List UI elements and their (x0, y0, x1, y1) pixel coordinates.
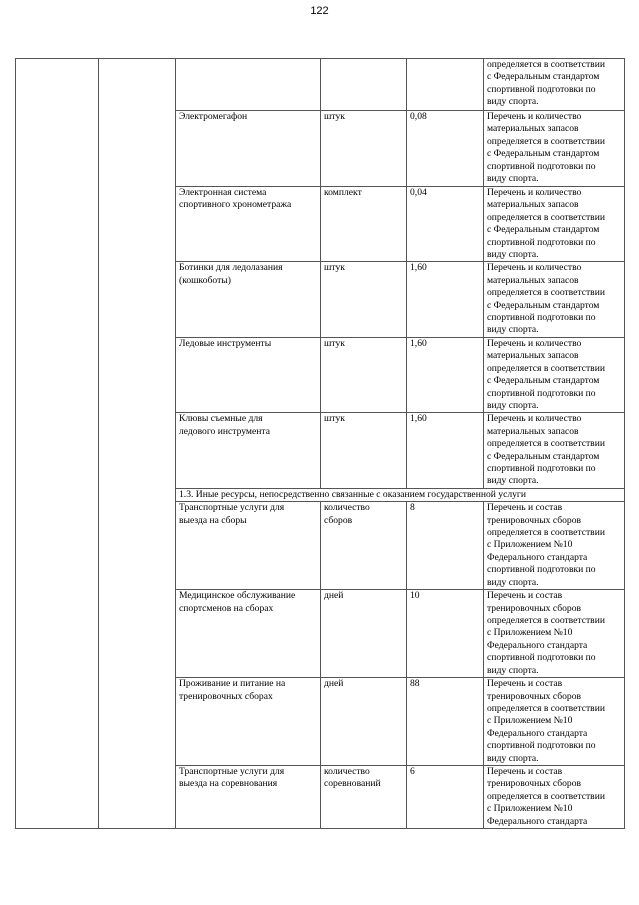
description-cell-line: тренировочных сборов (487, 778, 582, 790)
description-cell-line: спортивной подготовки по (487, 312, 596, 324)
description-cell-line: материальных запасов (487, 199, 579, 211)
unit-cell-line: количество (324, 766, 370, 777)
unit-cell (321, 766, 407, 829)
resource-name-cell (176, 59, 321, 111)
quantity-cell: 8 (407, 502, 484, 590)
resource-name-cell (176, 111, 321, 187)
description-cell-line: Перечень и количество (487, 111, 582, 122)
description-cell-line: с Приложением №10 (487, 627, 573, 639)
description-cell-line: виду спорта. (487, 96, 539, 108)
unit-cell (321, 111, 407, 187)
description-cell-line: определяется в соответствии (487, 135, 605, 147)
description-cell-line: определяется в соответствии (487, 790, 605, 802)
description-cell-line: материальных запасов (487, 274, 579, 286)
description-cell-line: с Федеральным стандартом (487, 224, 600, 236)
description-cell-line: материальных запасов (487, 350, 579, 362)
description-cell-line: спортивной подготовки по (487, 462, 596, 474)
quantity-cell (407, 59, 484, 111)
unit-cell-line: дней (324, 678, 344, 690)
unit-cell-line: комплект (324, 187, 362, 198)
resource-name-cell-line: Проживание и питание на (179, 678, 286, 690)
description-cell (484, 766, 625, 829)
description-cell (484, 502, 625, 590)
description-cell-line: с Федеральным стандартом (487, 148, 600, 160)
resource-name-cell-line: спортсменов на сборах (179, 602, 274, 614)
description-cell-line: определяется в соответствии (487, 362, 605, 374)
quantity-cell: 0,08 (407, 111, 484, 187)
description-cell-line: спортивной подготовки по (487, 740, 596, 752)
description-cell-line: виду спорта. (487, 576, 539, 588)
section-heading: 1.3. Иные ресурсы, непосредственно связанные с оказанием государственной услуги (176, 488, 625, 501)
description-cell-line: определяется в соответствии (487, 526, 605, 538)
resource-name-cell (176, 678, 321, 766)
description-cell-line: с Приложением №10 (487, 715, 573, 727)
resource-name-cell-line: выезда на соревнования (179, 778, 278, 790)
description-cell (484, 413, 625, 488)
resource-name-cell-line: Клювы съемные для (179, 413, 263, 425)
description-cell-line: виду спорта. (487, 475, 539, 487)
quantity-cell: 1,60 (407, 337, 484, 412)
unit-cell (321, 59, 407, 111)
unit-cell-line: количество (324, 502, 370, 514)
description-cell-line: Перечень и количество (487, 337, 582, 349)
resource-name-cell (176, 413, 321, 488)
unit-cell (321, 262, 407, 337)
unit-cell-line: штук (324, 413, 345, 425)
unit-cell-line: штук (324, 111, 345, 122)
description-cell-line: спортивной подготовки по (487, 564, 596, 576)
unit-cell (321, 590, 407, 678)
unit-cell-line: сборов (324, 514, 353, 526)
description-cell-line: определяется в соответствии (487, 614, 605, 626)
resource-name-cell-line: тренировочных сборах (179, 690, 273, 702)
description-cell (484, 59, 625, 111)
description-cell-line: Федерального стандарта (487, 727, 588, 739)
unit-cell (321, 678, 407, 766)
blank-col-2 (99, 59, 176, 829)
description-cell-line: Перечень и состав (487, 590, 563, 602)
description-cell-line: Перечень и состав (487, 502, 563, 514)
description-cell-line: с Федеральным стандартом (487, 450, 600, 462)
resource-name-cell-line: Ледовые инструменты (179, 337, 272, 349)
resource-name-cell (176, 262, 321, 337)
description-cell-line: виду спорта. (487, 249, 539, 261)
quantity-cell: 1,60 (407, 413, 484, 488)
unit-cell-line: дней (324, 590, 344, 602)
description-cell (484, 678, 625, 766)
description-cell-line: с Федеральным стандартом (487, 375, 600, 387)
blank-col-1 (16, 59, 99, 829)
table-row (16, 59, 625, 111)
description-cell-line: виду спорта. (487, 752, 539, 764)
description-cell (484, 590, 625, 678)
description-cell-line: виду спорта. (487, 324, 539, 336)
description-cell-line: материальных запасов (487, 425, 579, 437)
description-cell-line: тренировочных сборов (487, 514, 582, 526)
page-number: 122 (310, 5, 329, 17)
description-cell-line: виду спорта. (487, 399, 539, 411)
description-cell-line: Федерального стандарта (487, 639, 588, 651)
description-cell-line: спортивной подготовки по (487, 387, 596, 399)
description-cell-line: Федерального стандарта (487, 815, 588, 827)
description-cell-line: с Федеральным стандартом (487, 71, 600, 83)
quantity-cell: 10 (407, 590, 484, 678)
quantity-cell: 1,60 (407, 262, 484, 337)
description-cell-line: Перечень и количество (487, 187, 582, 198)
description-cell-line: с Приложением №10 (487, 803, 573, 815)
unit-cell (321, 502, 407, 590)
resource-name-cell (176, 187, 321, 262)
description-cell-line: спортивной подготовки по (487, 236, 596, 248)
description-cell-line: спортивной подготовки по (487, 83, 596, 95)
unit-cell (321, 413, 407, 488)
description-cell-line: Перечень и состав (487, 766, 563, 777)
quantity-cell: 88 (407, 678, 484, 766)
unit-cell-line: соревнований (324, 778, 381, 790)
resource-name-cell (176, 766, 321, 829)
description-cell-line: материальных запасов (487, 123, 579, 135)
resource-name-cell-line: Медицинское обслуживание (179, 590, 296, 602)
description-cell-line: виду спорта. (487, 173, 539, 185)
quantity-cell: 0,04 (407, 187, 484, 262)
resource-name-cell-line: Электромегафон (179, 111, 248, 122)
unit-cell-line: штук (324, 337, 345, 349)
description-cell-line: виду спорта. (487, 664, 539, 676)
resource-name-cell-line: Ботинки для ледолазания (179, 262, 283, 274)
description-cell-line: с Федеральным стандартом (487, 299, 600, 311)
resources-table (15, 58, 625, 829)
unit-cell-line: штук (324, 262, 345, 274)
description-cell-line: спортивной подготовки по (487, 652, 596, 664)
description-cell-line: тренировочных сборов (487, 602, 582, 614)
unit-cell (321, 337, 407, 412)
quantity-cell: 6 (407, 766, 484, 829)
description-cell-line: Перечень и количество (487, 413, 582, 425)
description-cell-line: определяется в соответствии (487, 211, 605, 223)
resource-name-cell (176, 502, 321, 590)
description-cell-line: спортивной подготовки по (487, 160, 596, 172)
description-cell-line: с Приложением №10 (487, 539, 573, 551)
resource-name-cell-line: ледового инструмента (179, 425, 270, 437)
resource-name-cell (176, 337, 321, 412)
description-cell-line: определяется в соответствии (487, 438, 605, 450)
unit-cell (321, 187, 407, 262)
description-cell (484, 187, 625, 262)
description-cell-line: определяется в соответствии (487, 702, 605, 714)
resource-name-cell-line: выезда на сборы (179, 514, 247, 526)
description-cell-line: Перечень и состав (487, 678, 563, 690)
description-cell-line: Федерального стандарта (487, 551, 588, 563)
resource-name-cell (176, 590, 321, 678)
description-cell-line: определяется в соответствии (487, 59, 605, 70)
resource-name-cell-line: Транспортные услуги для (179, 502, 285, 514)
resource-name-cell-line: Транспортные услуги для (179, 766, 285, 777)
description-cell (484, 262, 625, 337)
description-cell (484, 337, 625, 412)
description-cell-line: Перечень и количество (487, 262, 582, 274)
description-cell-line: определяется в соответствии (487, 287, 605, 299)
description-cell-line: тренировочных сборов (487, 690, 582, 702)
description-cell (484, 111, 625, 187)
resource-name-cell-line: (кошкоботы) (179, 274, 231, 286)
resource-name-cell-line: Электронная система (179, 187, 267, 198)
resource-name-cell-line: спортивного хронометража (179, 199, 292, 211)
